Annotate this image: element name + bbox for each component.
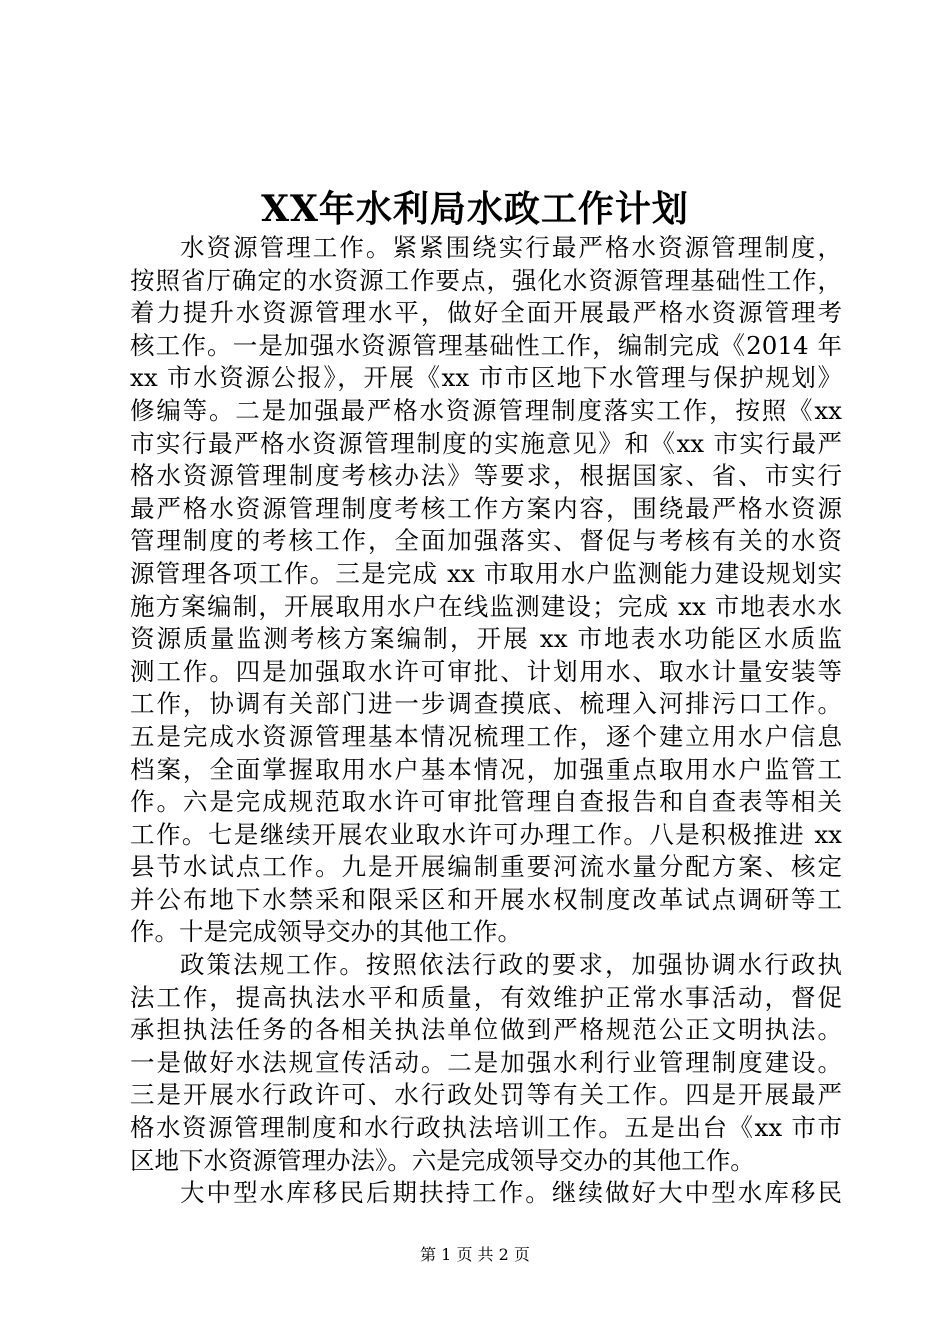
body-line: 工作。七是继续开展农业取水许可办理工作。八是积极推进 xx [130, 819, 842, 849]
body-line: xx 市水资源公报》，开展《xx 市市区地下水管理与保护规划》 [130, 363, 842, 393]
body-line: 管理制度的考核工作，全面加强落实、督促与考核有关的水资 [130, 526, 842, 556]
body-line: 工作，协调有关部门进一步调查摸底、梳理入河排污口工作。 [130, 689, 842, 719]
body-line: 承担执法任务的各相关执法单位做到严格规范公正文明执法。 [130, 1015, 842, 1045]
body-line: 政策法规工作。按照依法行政的要求，加强协调水行政执 [180, 950, 842, 980]
body-line: 大中型水库移民后期扶持工作。继续做好大中型水库移民 [180, 1178, 842, 1208]
body-line: 格水资源管理制度考核办法》等要求，根据国家、省、市实行 [130, 461, 842, 491]
body-line: 一是做好水法规宣传活动。二是加强水利行业管理制度建设。 [130, 1047, 842, 1077]
body-line: 格水资源管理制度和水行政执法培训工作。五是出台《xx 市市 [130, 1113, 842, 1143]
body-line: 资源质量监测考核方案编制，开展 xx 市地表水功能区水质监 [130, 624, 842, 654]
body-line: 区地下水资源管理办法》。六是完成领导交办的其他工作。 [130, 1145, 755, 1175]
body-line: 最严格水资源管理制度考核工作方案内容，围绕最严格水资源 [130, 493, 842, 523]
body-line: 测工作。四是加强取水许可审批、计划用水、取水计量安装等 [130, 656, 842, 686]
body-line: 修编等。二是加强最严格水资源管理制度落实工作，按照《xx [130, 395, 842, 425]
body-line: 并公布地下水禁采和限采区和开展水权制度改革试点调研等工 [130, 884, 842, 914]
document-body [130, 232, 842, 1210]
body-line: 施方案编制，开展取用水户在线监测建设；完成 xx 市地表水水 [130, 591, 842, 621]
body-line: 按照省厅确定的水资源工作要点，强化水资源管理基础性工作， [130, 265, 842, 295]
body-line: 五是完成水资源管理基本情况梳理工作，逐个建立用水户信息 [130, 721, 842, 751]
body-line: 法工作，提高执法水平和质量，有效维护正常水事活动，督促 [130, 982, 842, 1012]
body-line: 源管理各项工作。三是完成 xx 市取用水户监测能力建设规划实 [130, 558, 842, 588]
body-line: 三是开展水行政许可、水行政处罚等有关工作。四是开展最严 [130, 1080, 842, 1110]
body-line: 市实行最严格水资源管理制度的实施意见》和《xx 市实行最严 [130, 428, 842, 458]
body-line: 水资源管理工作。紧紧围绕实行最严格水资源管理制度， [180, 233, 842, 262]
body-line: 档案，全面掌握取用水户基本情况，加强重点取用水户监管工 [130, 754, 842, 784]
body-line: 作。六是完成规范取水许可审批管理自查报告和自查表等相关 [130, 787, 842, 817]
body-line: 着力提升水资源管理水平，做好全面开展最严格水资源管理考 [130, 298, 842, 328]
page-title: XX年水利局水政工作计划 [261, 188, 689, 230]
body-line: 作。十是完成领导交办的其他工作。 [130, 917, 522, 947]
body-line: 核工作。一是加强水资源管理基础性工作，编制完成《2014 年 [130, 330, 842, 360]
page-number-footer: 第 1 页 共 2 页 [420, 1245, 530, 1264]
body-line: 县节水试点工作。九是开展编制重要河流水量分配方案、核定 [130, 852, 842, 882]
